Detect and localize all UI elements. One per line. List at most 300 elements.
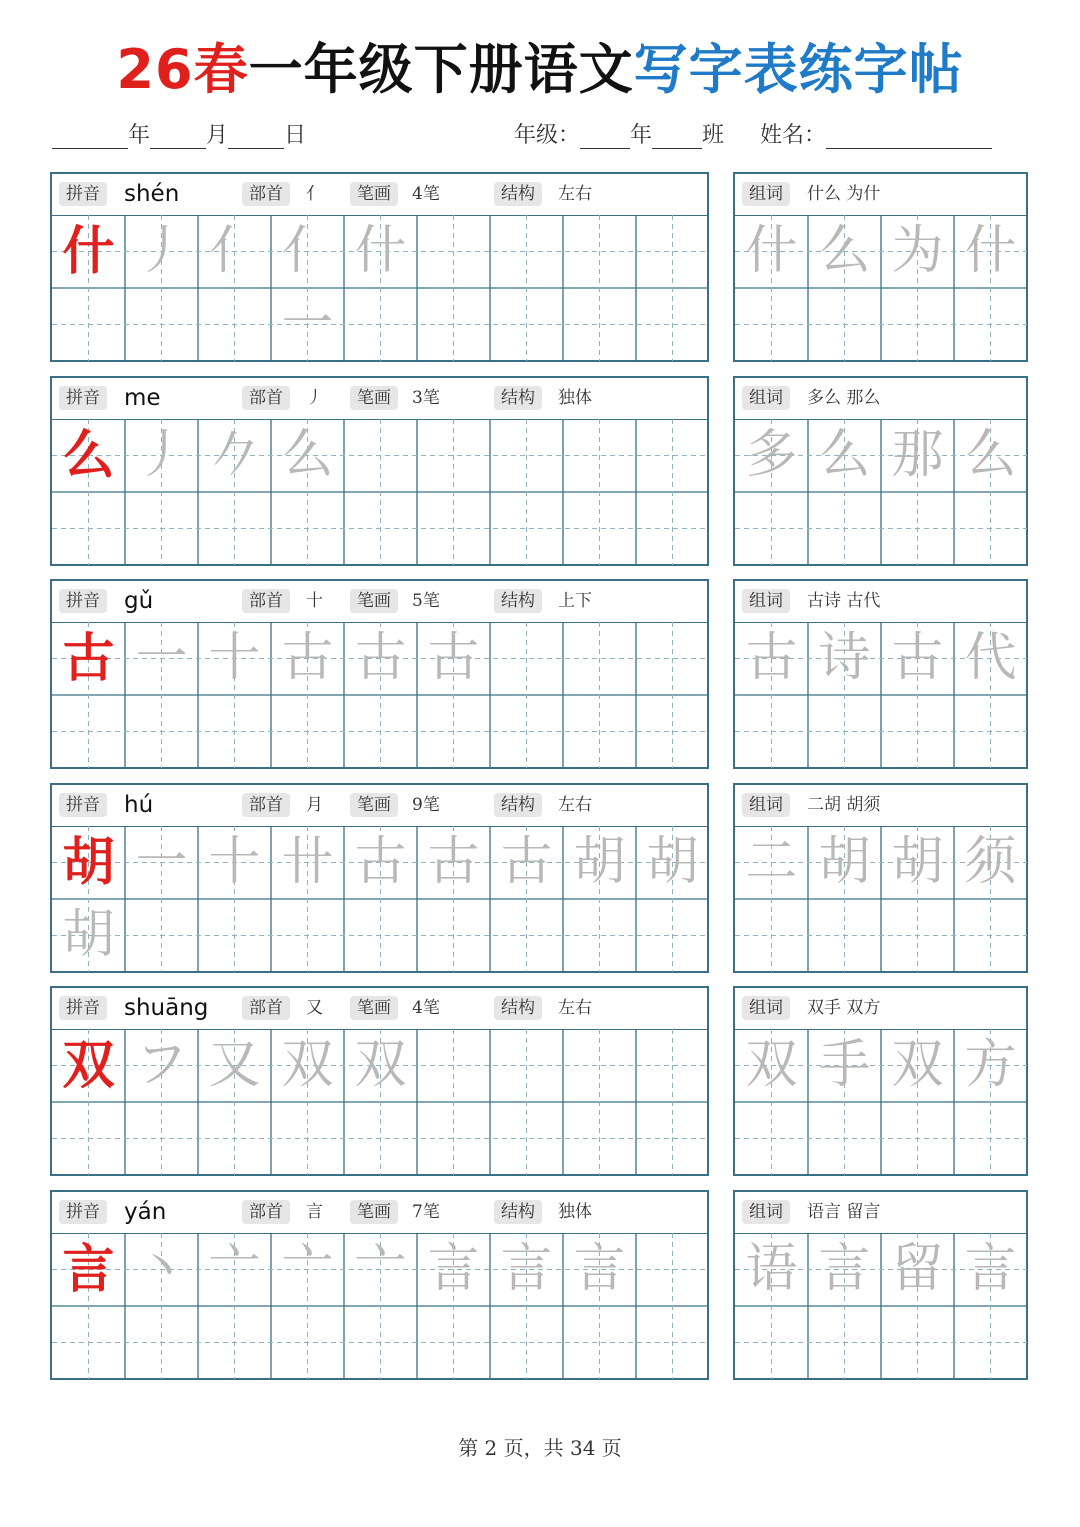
writing-cell[interactable] [954,1233,1027,1306]
writing-cell[interactable] [52,1233,125,1306]
writing-cell[interactable] [271,215,344,354]
info-header [52,378,707,420]
writing-cell[interactable] [125,288,198,361]
words-tag: 组词 [742,182,790,206]
writing-cell[interactable] [735,288,808,361]
writing-cell[interactable] [735,826,808,899]
trace-word-character: 双 [891,1035,944,1095]
trace-word-character: 那 [891,424,944,485]
writing-cell[interactable] [636,622,709,695]
writing-cell[interactable] [490,215,563,288]
strokes-tag: 笔画 [350,1200,398,1224]
strokes-tag: 笔画 [350,589,398,613]
writing-cell[interactable] [636,1029,709,1102]
writing-cell[interactable] [808,1102,881,1175]
trace-word-character: 什 [964,221,1017,281]
words-value: 多么 那么 [807,387,881,408]
words-tag: 组词 [742,1200,790,1224]
trace-word-character: 方 [964,1035,1017,1095]
pinyin-value: shén [124,181,180,207]
writing-cell[interactable] [881,695,954,768]
practice-section [50,1190,1028,1380]
writing-cell[interactable] [344,1233,417,1306]
stroke-step-character: 古 [281,628,334,688]
writing-cell[interactable] [563,1029,636,1102]
model-character: 什 [62,221,115,282]
practice-section [50,986,1028,1176]
model-character: 双 [62,1035,115,1096]
trace-word-character: 么 [818,221,871,281]
writing-cell[interactable] [808,899,881,972]
writing-cell[interactable] [954,622,1027,695]
stroke-practice-panel [50,986,709,1176]
pinyin-value: me [124,384,161,411]
writing-cell[interactable] [954,1306,1027,1379]
writing-cell[interactable] [881,215,954,288]
pinyin-value: gǔ [124,588,154,614]
writing-cell[interactable] [881,899,954,972]
writing-cell[interactable] [271,1029,344,1102]
stroke-step-character: 一 [135,831,188,892]
word-practice-panel [733,172,1028,362]
practice-section [50,172,1028,362]
writing-cell[interactable] [417,1102,490,1175]
writing-cell[interactable] [954,1029,1027,1102]
writing-cell[interactable] [735,899,808,972]
words-header [735,174,1026,216]
writing-cell[interactable] [417,695,490,768]
trace-word-character: 胡 [891,831,944,892]
practice-grid [52,826,709,972]
title-part-1: 26春 [116,38,249,101]
writing-cell[interactable] [490,492,563,565]
day-label: 日 [284,123,307,148]
words-grid [735,622,1027,768]
writing-cell[interactable] [417,492,490,565]
pinyin-value: shuāng [124,995,209,1021]
practice-grid [52,419,709,565]
writing-cell[interactable] [490,419,563,492]
writing-cell[interactable] [417,1233,490,1306]
writing-cell[interactable] [636,215,709,288]
writing-cell[interactable] [344,1102,417,1175]
writing-cell[interactable] [271,288,344,361]
writing-cell[interactable] [881,622,954,695]
writing-cell[interactable] [198,695,271,768]
pinyin-tag: 拼音 [59,182,107,206]
writing-cell[interactable] [563,215,636,288]
practice-grid [52,622,709,768]
writing-cell[interactable] [271,1306,344,1379]
radical-tag: 部首 [242,793,290,817]
writing-cell[interactable] [881,492,954,565]
writing-cell[interactable] [490,1306,563,1379]
structure-value: 上下 [558,591,592,611]
words-header [735,988,1026,1030]
writing-cell[interactable] [125,419,198,492]
grade-year-label: 年 [630,123,653,148]
writing-cell[interactable] [735,1029,808,1102]
pinyin-tag: 拼音 [59,996,107,1020]
stroke-step-character: 胡 [646,831,699,892]
writing-cell[interactable] [417,1029,490,1102]
radical-tag: 部首 [242,589,290,613]
stroke-practice-panel [50,1190,709,1380]
words-grid [735,215,1027,361]
writing-cell[interactable] [52,288,125,361]
radical-value: 十 [306,591,323,611]
writing-cell[interactable] [563,826,636,899]
writing-cell[interactable] [490,622,563,695]
structure-tag: 结构 [494,996,542,1020]
writing-cell[interactable] [125,899,198,972]
writing-cell[interactable] [881,1306,954,1379]
words-tag: 组词 [742,589,790,613]
writing-cell[interactable] [198,622,271,695]
writing-cell[interactable] [417,419,490,492]
stroke-step-character: 言 [427,1238,480,1299]
writing-cell[interactable] [563,695,636,768]
writing-cell[interactable] [881,1233,954,1306]
writing-cell[interactable] [417,899,490,972]
practice-section [50,376,1028,566]
trace-word-character: 么 [818,424,871,485]
writing-cell[interactable] [563,899,636,972]
writing-cell[interactable] [417,622,490,695]
radical-value: 言 [306,1201,323,1222]
writing-cell[interactable] [636,826,709,899]
name-blank[interactable] [826,122,992,149]
page-title [0,30,1080,110]
trace-word-character: 诗 [818,628,871,688]
writing-cell[interactable] [954,826,1027,899]
stroke-step-character: 双 [354,1035,407,1095]
radical-tag: 部首 [242,182,290,206]
year-label: 年 [128,123,151,148]
writing-cell[interactable] [125,215,198,288]
writing-cell[interactable] [636,288,709,361]
writing-cell[interactable] [735,1102,808,1175]
writing-cell[interactable] [881,419,954,492]
writing-cell[interactable] [735,492,808,565]
stroke-practice-panel [50,579,709,769]
pinyin-tag: 拼音 [59,386,107,410]
pinyin-value: yán [124,1198,167,1225]
radical-value: 又 [306,998,323,1018]
writing-cell[interactable] [636,492,709,565]
words-header [735,378,1026,420]
date-fields [52,118,306,149]
writing-cell[interactable] [344,695,417,768]
trace-word-character: 代 [964,628,1017,688]
writing-cell[interactable] [271,1233,344,1306]
writing-cell[interactable] [125,1306,198,1379]
words-header [735,1192,1026,1234]
structure-value: 左右 [558,998,592,1018]
structure-value: 独体 [558,387,592,408]
writing-cell[interactable] [490,826,563,899]
writing-cell[interactable] [636,1306,709,1379]
writing-cell[interactable] [808,419,881,492]
structure-tag: 结构 [494,386,542,410]
radical-value: 亻 [306,184,323,204]
model-character: 古 [62,628,115,689]
writing-cell[interactable] [125,1029,198,1102]
grade-year-blank[interactable] [580,122,630,149]
words-grid [735,419,1027,565]
writing-cell[interactable] [125,492,198,565]
writing-cell[interactable] [125,622,198,695]
writing-cell[interactable] [417,215,490,288]
writing-cell[interactable] [735,622,808,695]
trace-word-character: 双 [745,1035,798,1095]
writing-cell[interactable] [417,288,490,361]
writing-cell[interactable] [808,1233,881,1306]
writing-cell[interactable] [563,419,636,492]
writing-cell[interactable] [125,1102,198,1175]
strokes-tag: 笔画 [350,386,398,410]
stroke-step-character: 胡 [573,831,626,892]
words-value: 古诗 古代 [807,591,881,611]
trace-word-character: 留 [891,1238,944,1299]
writing-cell[interactable] [954,899,1027,972]
stroke-step-character: 𠂊 [208,424,261,485]
word-practice-panel [733,376,1028,566]
strokes-value: 4笔 [412,184,440,204]
words-grid [735,826,1027,972]
radical-value: 月 [306,794,323,815]
writing-cell[interactable] [125,826,198,899]
writing-cell[interactable] [808,1029,881,1102]
stroke-practice-panel [50,172,709,362]
page-footer: 第 2 页，共 34 页 [458,1436,622,1460]
practice-section [50,783,1028,973]
title-part-2: 一年级下册语文 [248,38,634,101]
writing-cell[interactable] [52,492,125,565]
month-blank[interactable] [150,122,206,149]
writing-cell[interactable] [808,695,881,768]
writing-cell[interactable] [271,826,344,899]
writing-cell[interactable] [808,215,881,288]
structure-tag: 结构 [494,589,542,613]
writing-cell[interactable] [344,288,417,361]
info-header [52,581,707,623]
writing-cell[interactable] [198,1029,271,1102]
writing-cell[interactable] [52,695,125,768]
writing-cell[interactable] [954,492,1027,565]
date-line [52,118,1024,158]
writing-cell[interactable] [52,1029,125,1102]
writing-cell[interactable] [198,1102,271,1175]
stroke-step-character: 什 [354,221,407,281]
trace-word-character: 言 [818,1238,871,1299]
practice-section [50,579,1028,769]
class-blank[interactable] [652,122,702,149]
words-grid [735,1233,1027,1379]
writing-cell[interactable] [198,1306,271,1379]
writing-cell[interactable] [52,419,125,492]
writing-cell[interactable] [344,826,417,899]
writing-cell[interactable] [954,419,1027,492]
stroke-step-character: 言 [573,1238,626,1299]
writing-cell[interactable] [198,492,271,565]
trace-word-character: 胡 [818,831,871,892]
writing-cell[interactable] [52,1102,125,1175]
writing-cell[interactable] [271,899,344,972]
trace-word-character: 言 [964,1238,1017,1299]
writing-cell[interactable] [344,419,417,492]
stroke-step-character: 古 [354,628,407,688]
writing-cell[interactable] [198,1233,271,1306]
model-character: 言 [62,1238,115,1300]
stroke-step-character: 言 [500,1238,553,1299]
practice-grid [52,1233,709,1379]
words-value: 什么 为什 [807,184,881,204]
radical-tag: 部首 [242,996,290,1020]
stroke-step-character: 卄 [281,831,334,892]
pinyin-tag: 拼音 [59,589,107,613]
stroke-step-character: 么 [281,424,334,485]
writing-cell[interactable] [954,695,1027,768]
writing-cell[interactable] [636,1233,709,1306]
practice-grid [52,215,709,361]
structure-value: 独体 [558,1201,592,1222]
writing-cell[interactable] [490,1102,563,1175]
writing-cell[interactable] [490,695,563,768]
writing-cell[interactable] [563,288,636,361]
trace-word-character: 么 [964,424,1017,485]
stroke-step-character: 古 [427,831,480,892]
strokes-value: 9笔 [412,794,440,815]
radical-tag: 部首 [242,1200,290,1224]
words-grid [735,1029,1027,1175]
writing-cell[interactable] [490,1233,563,1306]
words-header [735,785,1026,827]
writing-cell[interactable] [636,899,709,972]
writing-cell[interactable] [344,215,417,288]
writing-cell[interactable] [881,1029,954,1102]
info-header [52,988,707,1030]
structure-tag: 结构 [494,182,542,206]
stroke-step-character: 丿 [135,221,188,281]
stroke-step-character: 又 [208,1035,261,1095]
writing-cell[interactable] [563,1306,636,1379]
writing-cell[interactable] [735,695,808,768]
writing-cell[interactable] [808,492,881,565]
writing-cell[interactable] [954,215,1027,288]
writing-cell[interactable] [52,826,125,899]
words-value: 双手 双方 [807,998,881,1018]
writing-cell[interactable] [954,288,1027,361]
stroke-step-character: 双 [281,1035,334,1095]
writing-cell[interactable] [563,1233,636,1306]
writing-cell[interactable] [198,826,271,899]
grade-label: 年级： [514,123,581,148]
writing-cell[interactable] [52,215,125,288]
practice-grid [52,1029,709,1175]
writing-cell[interactable] [636,695,709,768]
writing-cell[interactable] [881,288,954,361]
writing-cell[interactable] [344,622,417,695]
strokes-value: 3笔 [412,387,440,408]
writing-cell[interactable] [344,899,417,972]
writing-cell[interactable] [735,1233,808,1306]
writing-cell[interactable] [198,215,271,288]
writing-cell[interactable] [198,419,271,492]
stroke-step-character: 十 [208,831,261,892]
words-tag: 组词 [742,386,790,410]
model-character: 胡 [62,831,115,893]
writing-cell[interactable] [417,1306,490,1379]
writing-cell[interactable] [52,1306,125,1379]
writing-cell[interactable] [490,1029,563,1102]
writing-cell[interactable] [954,1102,1027,1175]
writing-cell[interactable] [735,215,808,288]
writing-cell[interactable] [808,826,881,899]
writing-cell[interactable] [125,695,198,768]
words-value: 二胡 胡须 [807,794,881,815]
stroke-practice-panel [50,783,709,973]
writing-cell[interactable] [271,622,344,695]
writing-cell[interactable] [198,288,271,361]
writing-cell[interactable] [52,899,125,972]
writing-cell[interactable] [271,1102,344,1175]
writing-cell[interactable] [490,288,563,361]
stroke-step-character: フ [135,1035,188,1095]
info-header [52,785,707,827]
trace-word-character: 古 [745,628,798,688]
strokes-value: 5笔 [412,591,440,611]
stroke-step-character: 古 [427,628,480,688]
trace-word-character: 为 [891,221,944,281]
writing-cell[interactable] [563,1102,636,1175]
writing-cell[interactable] [344,1306,417,1379]
name-label: 姓名： [760,123,827,148]
writing-cell[interactable] [417,826,490,899]
writing-cell[interactable] [881,826,954,899]
student-fields [514,118,992,149]
writing-cell[interactable] [881,1102,954,1175]
writing-cell[interactable] [344,492,417,565]
writing-cell[interactable] [52,622,125,695]
writing-cell[interactable] [808,288,881,361]
writing-cell[interactable] [490,899,563,972]
writing-cell[interactable] [563,622,636,695]
word-practice-panel [733,986,1028,1176]
writing-cell[interactable] [198,899,271,972]
writing-cell[interactable] [636,1102,709,1175]
writing-cell[interactable] [636,419,709,492]
writing-cell[interactable] [344,1029,417,1102]
writing-cell[interactable] [271,695,344,768]
writing-cell[interactable] [735,1306,808,1379]
writing-cell[interactable] [563,492,636,565]
pinyin-tag: 拼音 [59,793,107,817]
day-blank[interactable] [228,122,284,149]
stroke-step-character: 亻 [208,221,261,281]
writing-cell[interactable] [271,419,344,492]
writing-cell[interactable] [125,1233,198,1306]
writing-cell[interactable] [808,1306,881,1379]
radical-value: 丿 [306,387,323,408]
writing-cell[interactable] [271,492,344,565]
info-header [52,174,707,216]
trace-word-character: 什 [745,221,798,281]
year-blank[interactable] [52,122,128,149]
writing-cell[interactable] [808,622,881,695]
writing-cell[interactable] [735,419,808,492]
structure-tag: 结构 [494,793,542,817]
